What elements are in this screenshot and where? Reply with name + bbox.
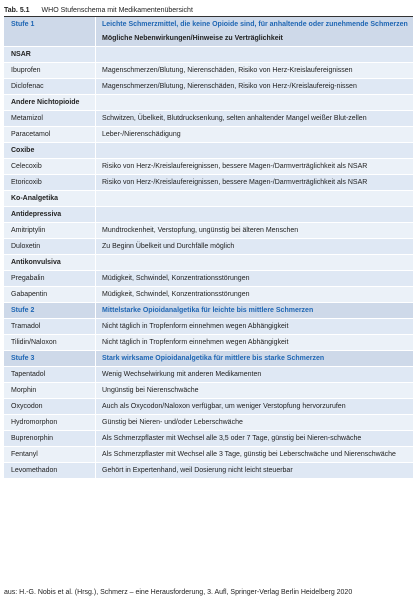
drug-notes: Zu Beginn Übelkeit und Durchfälle möglich bbox=[102, 243, 235, 250]
table-row bbox=[4, 159, 413, 175]
group-label: NSAR bbox=[4, 47, 96, 62]
source-citation: aus: H.-G. Nobis et al. (Hrsg.), Schmerz – eine Herausforderung, 3. Aufl, Springer-Verlag Berlin Heidelberg 2020 bbox=[4, 589, 353, 596]
table-row bbox=[4, 63, 413, 79]
table-row bbox=[4, 47, 413, 63]
table-row bbox=[4, 175, 413, 191]
stage-description: Mittelstarke Opioidanalgetika für leichte bis mittlere Schmerzen bbox=[102, 307, 314, 314]
group-label: Ko-Analgetika bbox=[4, 191, 96, 206]
drug-notes: Risiko von Herz-/Kreislaufereignissen, bessere Magen-/Darmverträglichkeit als NSAR bbox=[102, 179, 368, 186]
drug-notes: Müdigkeit, Schwindel, Konzentrationsstörungen bbox=[102, 275, 250, 282]
drug-notes: Müdigkeit, Schwindel, Konzentrationsstörungen bbox=[102, 291, 250, 298]
medication-table bbox=[4, 17, 413, 479]
group-label: Andere Nichtopioide bbox=[4, 95, 96, 110]
group-label: Coxibe bbox=[4, 143, 96, 158]
drug-notes: Wenig Wechselwirkung mit anderen Medikamenten bbox=[102, 371, 262, 378]
drug-name: Tapentadol bbox=[4, 367, 96, 382]
column-header-notes: Mögliche Nebenwirkungen/Hinweise zu Verträglichkeit bbox=[102, 35, 283, 42]
table-row bbox=[4, 191, 413, 207]
drug-notes: Als Schmerzpflaster mit Wechsel alle 3 Tage, günstig bei Leberschwäche und Nierenschwäche bbox=[102, 451, 396, 458]
stage-description: Stark wirksame Opioidanalgetika für mittlere bis starke Schmerzen bbox=[102, 355, 325, 362]
drug-notes: Ungünstig bei Nierenschwäche bbox=[102, 387, 199, 394]
drug-name: Metamizol bbox=[4, 111, 96, 126]
stage-label: Stufe 1 bbox=[4, 17, 96, 46]
table-caption bbox=[4, 6, 193, 15]
drug-name: Levomethadon bbox=[4, 463, 96, 478]
table-row bbox=[4, 143, 413, 159]
table-row bbox=[4, 319, 413, 335]
drug-name: Tramadol bbox=[4, 319, 96, 334]
table-row bbox=[4, 17, 413, 47]
table-row bbox=[4, 383, 413, 399]
drug-notes: Risiko von Herz-/Kreislaufereignissen, bessere Magen-/Darmverträglichkeit als NSAR bbox=[102, 163, 368, 170]
drug-name: Celecoxib bbox=[4, 159, 96, 174]
table-row bbox=[4, 351, 413, 367]
table-row bbox=[4, 447, 413, 463]
table-row bbox=[4, 223, 413, 239]
drug-notes: Magenschmerzen/Blutung, Nierenschäden, Risiko von Herz-/Kreislaufereig-nissen bbox=[102, 83, 357, 90]
table-row bbox=[4, 463, 413, 479]
drug-notes: Nicht täglich in Tropfenform einnehmen wegen Abhängigkeit bbox=[102, 339, 289, 346]
drug-name: Buprenorphin bbox=[4, 431, 96, 446]
drug-name: Gabapentin bbox=[4, 287, 96, 302]
drug-notes: Mundtrockenheit, Verstopfung, ungünstig bei älteren Menschen bbox=[102, 227, 299, 234]
drug-notes: Gehört in Expertenhand, weil Dosierung nicht leicht steuerbar bbox=[102, 467, 293, 474]
drug-name: Tilidin/Naloxon bbox=[4, 335, 96, 350]
table-row bbox=[4, 255, 413, 271]
drug-name: Amitriptylin bbox=[4, 223, 96, 238]
drug-name: Diclofenac bbox=[4, 79, 96, 94]
drug-name: Oxycodon bbox=[4, 399, 96, 414]
drug-name: Morphin bbox=[4, 383, 96, 398]
stage-label: Stufe 2 bbox=[4, 303, 96, 318]
drug-name: Ibuprofen bbox=[4, 63, 96, 78]
stage-label: Stufe 3 bbox=[4, 351, 96, 366]
table-row bbox=[4, 335, 413, 351]
table-row bbox=[4, 287, 413, 303]
table-row bbox=[4, 415, 413, 431]
table-row bbox=[4, 111, 413, 127]
drug-name: Pregabalin bbox=[4, 271, 96, 286]
table-title: WHO Stufenschema mit Medikamentenübersicht bbox=[41, 7, 193, 14]
table-row bbox=[4, 303, 413, 319]
drug-name: Paracetamol bbox=[4, 127, 96, 142]
table-row bbox=[4, 207, 413, 223]
table-row bbox=[4, 399, 413, 415]
table-number: Tab. 5.1 bbox=[4, 7, 30, 14]
table-row bbox=[4, 79, 413, 95]
drug-notes: Nicht täglich in Tropfenform einnehmen wegen Abhängigkeit bbox=[102, 323, 289, 330]
stage-cell bbox=[96, 17, 413, 46]
drug-name: Fentanyl bbox=[4, 447, 96, 462]
group-label: Antikonvulsiva bbox=[4, 255, 96, 270]
drug-notes: Günstig bei Nieren- und/oder Leberschwäche bbox=[102, 419, 243, 426]
drug-notes: Leber-/Nierenschädigung bbox=[102, 131, 181, 138]
group-label: Antidepressiva bbox=[4, 207, 96, 222]
table-row bbox=[4, 367, 413, 383]
drug-notes: Auch als Oxycodon/Naloxon verfügbar, um weniger Verstopfung hervorzurufen bbox=[102, 403, 346, 410]
drug-notes: Schwitzen, Übelkeit, Blutdrucksenkung, selten anhaltender Mangel weißer Blut-zellen bbox=[102, 115, 367, 122]
table-row bbox=[4, 271, 413, 287]
drug-name: Etoricoxib bbox=[4, 175, 96, 190]
drug-name: Hydromorphon bbox=[4, 415, 96, 430]
drug-name: Duloxetin bbox=[4, 239, 96, 254]
drug-notes: Als Schmerzpflaster mit Wechsel alle 3,5 oder 7 Tage, günstig bei Nieren-schwäche bbox=[102, 435, 362, 442]
table-row bbox=[4, 127, 413, 143]
table-row bbox=[4, 239, 413, 255]
drug-notes: Magenschmerzen/Blutung, Nierenschäden, Risiko von Herz-Kreislaufereignissen bbox=[102, 67, 353, 74]
table-row bbox=[4, 95, 413, 111]
table-row bbox=[4, 431, 413, 447]
stage-description: Leichte Schmerzmittel, die keine Opioide sind, für anhaltende oder zunehmende Schmerzen bbox=[102, 21, 408, 28]
